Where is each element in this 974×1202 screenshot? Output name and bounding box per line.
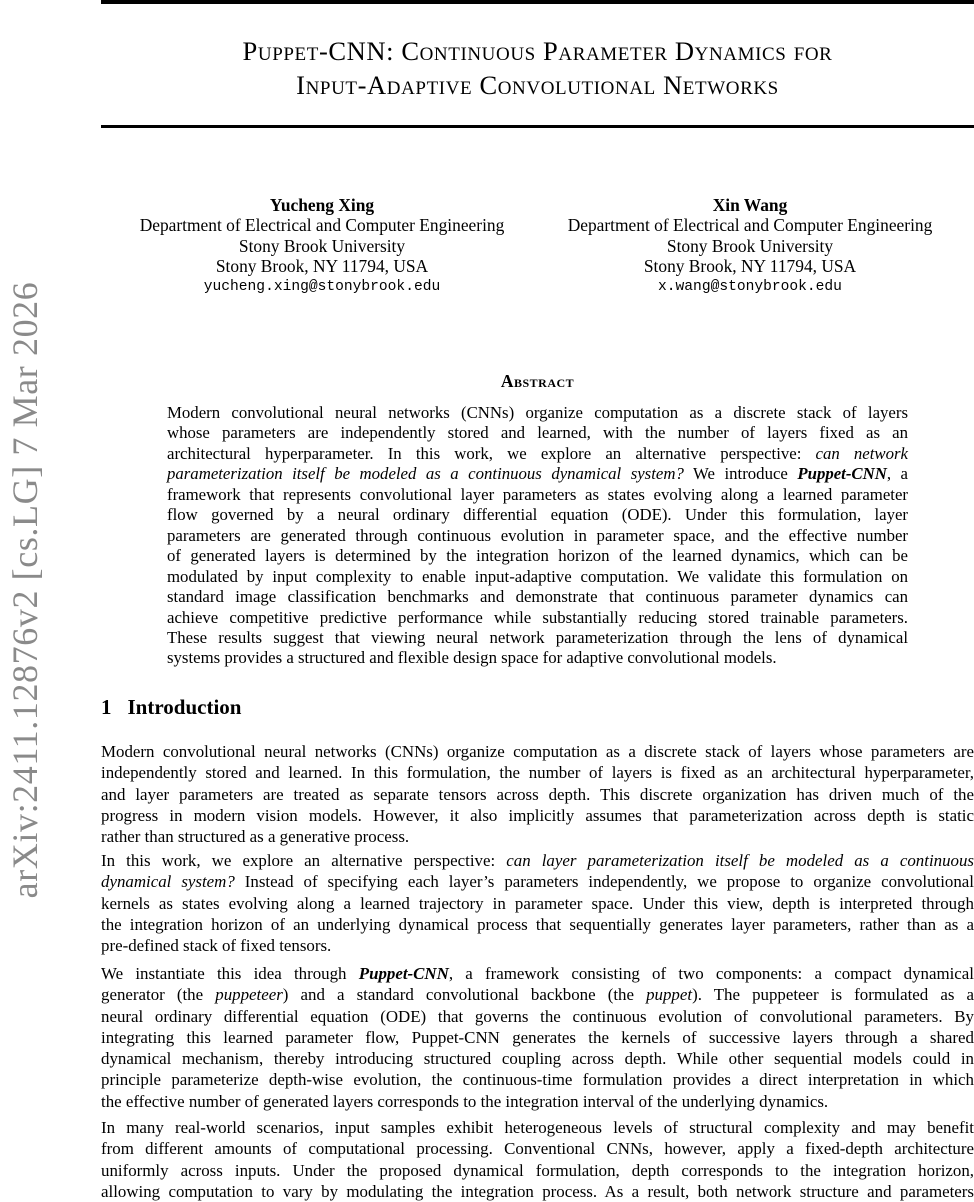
author-university: Stony Brook University — [666, 235, 834, 256]
paper-title — [101, 34, 974, 102]
abstract-line — [167, 464, 908, 484]
abstract-line — [167, 444, 908, 464]
paragraph-line: allowing computation to vary by modulating the integration process. As a result, both network structure and parameters — [101, 1181, 974, 1201]
paragraph-text: We instantiate this idea through — [101, 964, 347, 983]
abstract-line: systems provides a structured and flexible design space for adaptive convolutional models. — [167, 648, 777, 668]
abstract-line: standard image classification benchmarks and demonstrate that continuous parameter dynamics can — [167, 587, 908, 607]
paragraph-text: ). The puppeteer is formulated as a — [692, 985, 974, 1005]
paragraph-line: and layer parameters are treated as separate tensors across depth. This discrete organization has driven much of the — [101, 784, 974, 804]
paragraph-line: principle parameterize depth-wise evolution, the continuous-time formulation provides a direct interpretation in which — [101, 1070, 974, 1090]
abstract-text: , a — [886, 464, 908, 484]
paragraph-line: progress in modern vision models. However, it also implicitly assumes that parameterization across depth is static — [101, 805, 974, 825]
abstract-line: flow governed by a neural ordinary differential equation (ODE). Under this formulation, layer — [167, 505, 908, 525]
abstract-question: can network — [815, 443, 908, 463]
paragraph-line: pre-defined stack of fixed tensors. — [101, 936, 332, 956]
intro-paragraph-3 — [101, 963, 974, 1112]
paragraph-line: uniformly across inputs. Under the proposed dynamical formulation, depth corresponds to the integration horizon, — [101, 1160, 974, 1180]
abstract-text: architectural hyperparameter. In this work, we explore an alternative perspective: — [167, 443, 802, 463]
intro-paragraph-2 — [101, 850, 974, 956]
paragraph-line: In many real-world scenarios, input samples exhibit heterogeneous levels of structural complexity and may benefit — [101, 1118, 974, 1137]
research-question: can layer parameterization itself be modeled as a continuous — [506, 851, 974, 870]
author-block-2 — [540, 195, 960, 297]
term-puppet: puppet — [646, 985, 693, 1005]
term-puppeteer: puppeteer — [215, 985, 283, 1005]
abstract-line: parameters are generated through continuous evolution in parameter space, and the effective number — [167, 525, 908, 545]
paragraph-text: In this work, we explore an alternative perspective: — [101, 851, 496, 870]
author-email[interactable]: x.wang@stonybrook.edu — [658, 278, 842, 295]
abstract-heading: Abstract — [500, 371, 575, 391]
paragraph-text: , a framework consisting of two components: a compact dynamical — [448, 964, 974, 983]
method-name: Puppet-CNN — [358, 964, 449, 983]
abstract-line: Modern convolutional neural networks (CNNs) organize computation as a discrete stack of layers — [167, 403, 908, 422]
abstract-question: parameterization itself be modeled as a continuous dynamical system? — [167, 464, 684, 484]
abstract-body — [167, 403, 908, 669]
abstract-line: of generated layers is determined by the integration horizon of the learned dynamics, which can be — [167, 546, 908, 566]
title-rule-bottom — [101, 125, 974, 128]
method-name: Puppet-CNN — [797, 464, 887, 484]
paragraph-line: dynamical mechanism, thereby introducing structured coupling across depth. While other sequential models could in — [101, 1049, 974, 1069]
title-line-1: Puppet-CNN: Continuous Parameter Dynamics for — [242, 36, 833, 66]
section-title: Introduction — [127, 695, 242, 719]
author-name: Xin Wang — [712, 195, 788, 215]
abstract-line: modulated by input complexity to enable input-adaptive computation. We validate this formulation on — [167, 566, 908, 586]
author-department: Department of Electrical and Computer Engineering — [139, 215, 505, 236]
paragraph-text: Instead of specifying each layer’s parameters independently, we propose to organize convolutional — [244, 872, 974, 892]
paragraph-line: neural ordinary differential equation (ODE) that governs the continuous evolution of convolutional parameters. By — [101, 1006, 974, 1026]
abstract-text: We introduce — [693, 464, 788, 484]
paragraph-line: Modern convolutional neural networks (CNNs) organize computation as a discrete stack of layers whose parameters are — [101, 742, 974, 761]
paragraph-line: from different amounts of computational processing. Conventional CNNs, however, apply a fixed-depth architecture — [101, 1139, 974, 1159]
arxiv-identifier: arXiv:2411.12876v2 [cs.LG] 7 Mar 2026 — [5, 281, 45, 899]
paragraph-line: the integration horizon of an underlying dynamical process that sequentially generates layer parameters, rather than as a — [101, 914, 974, 934]
abstract-line: whose parameters are independently stored and learned, with the number of layers fixed as an — [167, 423, 908, 443]
author-block-1 — [112, 195, 532, 297]
author-name: Yucheng Xing — [269, 195, 375, 215]
title-line-2: Input-Adaptive Convolutional Networks — [296, 70, 779, 100]
paragraph-line: rather than structured as a generative process. — [101, 827, 410, 847]
section-number: 1 — [101, 695, 112, 719]
paragraph-line: the effective number of generated layers corresponds to the integration interval of the underlying dynamics. — [101, 1091, 829, 1111]
paragraph-line: independently stored and learned. In this formulation, the number of layers is fixed as an architectural hyperparameter, — [101, 763, 974, 783]
paragraph-line — [101, 984, 974, 1005]
paragraph-text: ) and a standard convolutional backbone (the — [282, 985, 634, 1005]
section-heading — [101, 695, 241, 720]
intro-paragraph-1 — [101, 741, 974, 847]
title-rule-top — [101, 0, 974, 4]
author-location: Stony Brook, NY 11794, USA — [643, 256, 857, 277]
author-department: Department of Electrical and Computer Engineering — [567, 215, 933, 236]
abstract-line: These results suggest that viewing neural network parameterization through the lens of dynamical — [167, 627, 908, 647]
abstract-line: framework that represents convolutional layer parameters as states evolving along a learned parameter — [167, 484, 908, 504]
paragraph-text: generator (the — [101, 985, 204, 1005]
author-university: Stony Brook University — [238, 235, 406, 256]
paragraph-line: kernels as states evolving along a learned trajectory in parameter space. Under this view, depth is interpreted through — [101, 893, 974, 913]
research-question: dynamical system? — [101, 872, 235, 892]
abstract-line: achieve competitive predictive performance while substantially reducing stored trainable parameters. — [167, 607, 908, 627]
paragraph-line: integrating this learned parameter flow, Puppet-CNN generates the kernels of successive layers through a shared — [101, 1027, 974, 1047]
arxiv-sidebar — [0, 0, 50, 1200]
paragraph-line — [101, 963, 974, 984]
author-location: Stony Brook, NY 11794, USA — [215, 256, 429, 277]
paragraph-line — [101, 850, 974, 871]
paragraph-line — [101, 871, 974, 892]
intro-paragraph-4 — [101, 1117, 974, 1202]
author-email[interactable]: yucheng.xing@stonybrook.edu — [203, 278, 441, 295]
